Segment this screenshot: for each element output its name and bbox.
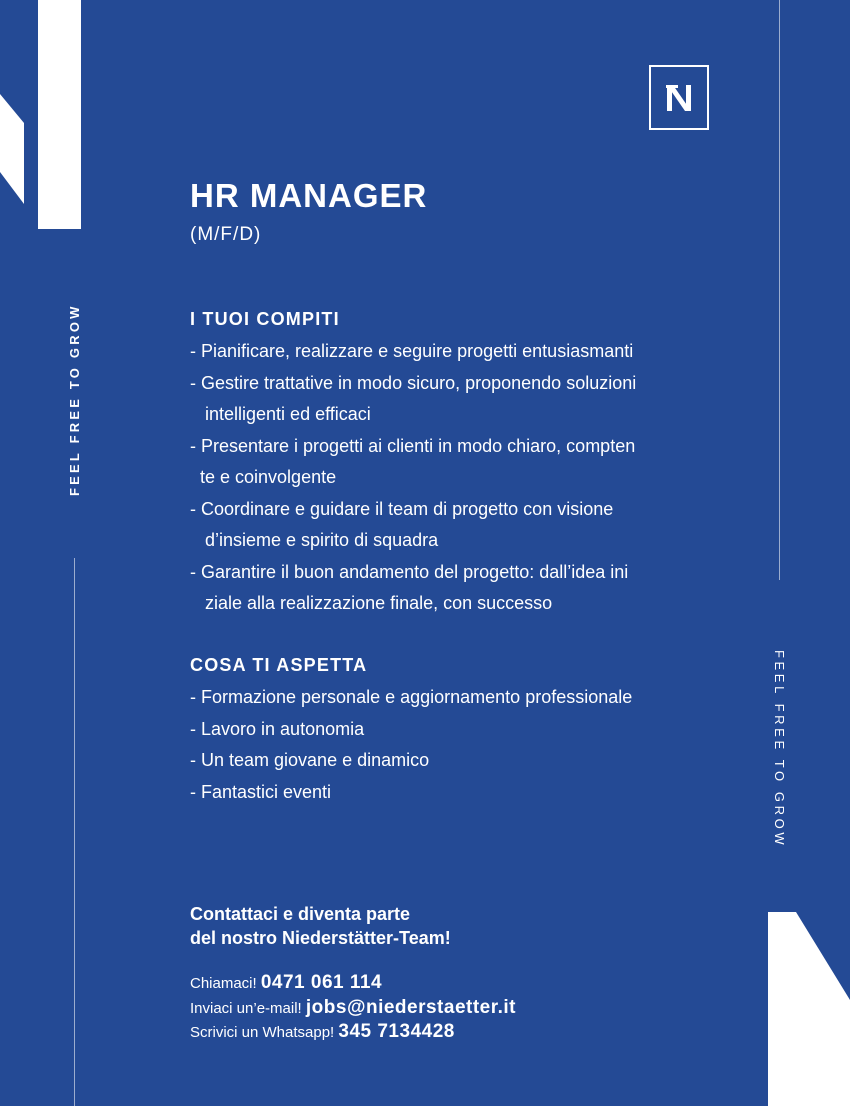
divider-left-bottom (74, 558, 75, 1106)
contact-email-value[interactable]: jobs@niederstaetter.it (305, 997, 516, 1018)
tagline-right: FEEL FREE TO GROW (772, 650, 787, 849)
contact-email-label: Inviaci un’e-mail! (190, 1000, 306, 1017)
logo-n-icon (666, 83, 692, 113)
divider-right-top (779, 0, 780, 580)
call-to-action (190, 902, 451, 950)
cta-line-1: Contattaci e diventa parte (190, 904, 411, 924)
offer-line: - Un team giovane e dinamico (190, 750, 430, 770)
contact-whatsapp-label: Scrivici un Whatsapp! (190, 1024, 339, 1041)
tasks-list (190, 336, 636, 620)
offer-line: - Lavoro in autonomia (190, 718, 365, 739)
task-line: - Gestire trattative in modo sicuro, proponendo soluzioni (190, 372, 637, 393)
brand-shape-right (768, 912, 850, 1106)
job-subtitle: (M/F/D) (190, 224, 262, 245)
cta-line-2: del nostro Niederstätter-Team! (190, 928, 451, 948)
task-line: - Pianificare, realizzare e seguire progetti entusiasmanti (190, 341, 634, 361)
contact-whatsapp-value[interactable]: 345 7134428 (338, 1021, 455, 1042)
task-line: ziale alla realizzazione finale, con successo (190, 593, 553, 613)
contact-email (190, 997, 516, 1019)
tagline-left: FEEL FREE TO GROW (67, 303, 82, 496)
offer-heading: COSA TI ASPETTA (190, 655, 368, 675)
task-line: intelligenti ed efficaci (190, 404, 371, 424)
job-title: HR MANAGER (190, 177, 428, 214)
offer-list (190, 682, 632, 808)
contact-phone (190, 972, 382, 994)
logo (649, 65, 709, 130)
contact-phone-value[interactable]: 0471 061 114 (260, 972, 383, 993)
contact-whatsapp (190, 1021, 455, 1043)
task-line: - Presentare i progetti ai clienti in modo chiaro, compten (190, 435, 636, 456)
offer-line: - Formazione personale e aggiornamento professionale (190, 687, 633, 707)
task-line: - Garantire il buon andamento del progetto: dall’idea ini (190, 561, 629, 582)
offer-line: - Fantastici eventi (190, 781, 332, 802)
task-line: te e coinvolgente (190, 467, 337, 487)
contact-phone-label: Chiamaci! (190, 975, 261, 992)
task-line: - Coordinare e guidare il team di progetto con visione (190, 498, 614, 519)
brand-shape-left (0, 0, 82, 230)
tasks-heading: I TUOI COMPITI (190, 309, 340, 329)
task-line: d’insieme e spirito di squadra (190, 530, 439, 550)
